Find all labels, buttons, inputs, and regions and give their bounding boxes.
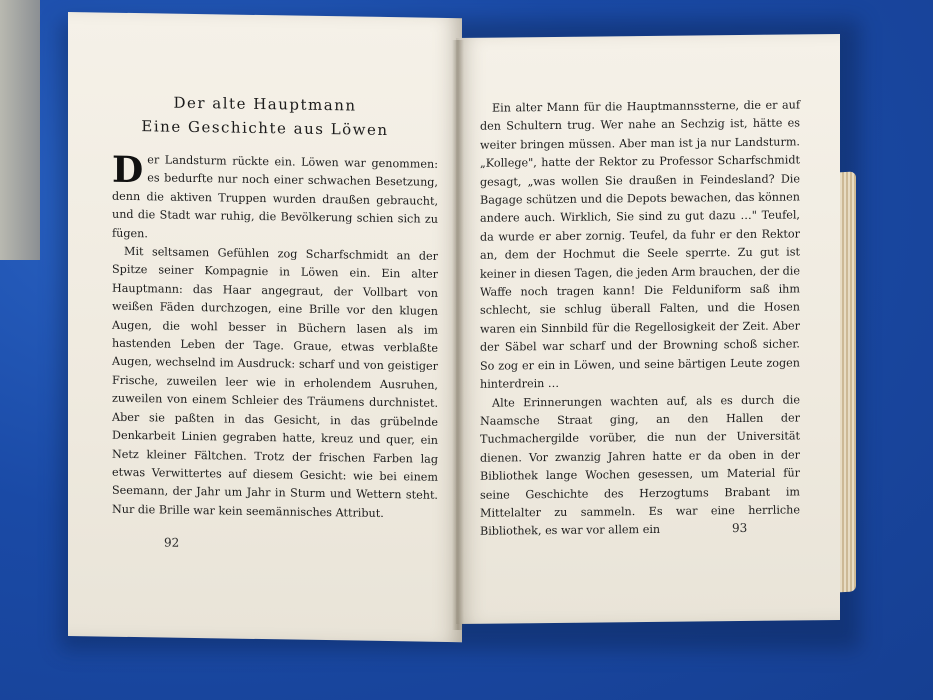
left-page-text — [112, 148, 438, 524]
right-page-text — [480, 96, 800, 541]
left-page-number: 92 — [164, 535, 180, 550]
drop-cap-initial: D — [112, 148, 144, 192]
right-paragraph-2: Alte Erinnerungen wachten auf, als es durch die Naamsche Straat ging, an den Hallen der Tuchmachergilde vorüber, die nun der Universität dienen. Vor zwanzig Jahren hatte er da oben in der Bibliothek lange Wochen gesessen, um Material für seine Geschichte des Herzogtums Brabant im Mittelalter zu sammeln. Es war eine herrliche Bibliothek, es war vor allem ein — [480, 392, 800, 539]
gray-surface-corner — [0, 0, 40, 260]
chapter-title: Der alte Hauptmann — [173, 93, 357, 115]
right-page-number: 93 — [732, 520, 748, 536]
left-paragraph-1 — [112, 148, 438, 248]
left-paragraph-2: Mit seltsamen Gefühlen zog Scharfschmidt an der Spitze seiner Kompagnie in Löwen ein. Ein alter Hauptmann: das Haar angegraut, der Vollbart von weißen Fäden durchzogen, eine Brille vor den klugen Augen, die wohl besser in Büchern lasen als im hastenden Leben der Tage. Graue, etwas verblaßte Augen, wechselnd im Ausdruck: scharf und von geistiger Frische, zuweilen leer wie in erholendem Ausruhen, zuweilen von einem Schleier des Träumens durchnistet. Aber sie paßten in das Gesicht, in das grübelnde Denkarbeit Linien gegraben hatte, kreuz und quer, ein Netz kleiner Fältchen. Trotz der frischen Farben lag etwas Verwittertes auf diesem Gesicht: wie bei einem Seemann, der Jahr um Jahr in Sturm und Wettern steht. Nur die Brille war kein seemännisches Attribut. — [112, 244, 438, 520]
left-page — [68, 12, 462, 642]
left-paragraph-1-text: er Landsturm rückte ein. Löwen war genommen: es bedurfte nur noch einer schwachen Besetzung, denn die aktiven Truppen wurden draußen gebraucht, und die Stadt war ruhig, die Bevölkerung schien sich zu fügen. — [112, 153, 438, 240]
right-paragraph-1: Ein alter Mann für die Hauptmannssterne, die er auf den Schultern trug. Wer nahe an Sechzig ist, hätte es weiter bringen müssen. Aber man ist ja nur Landsturm. „Kollege", hatte der Rektor zu Professor Scharfschmidt gesagt, „was wollen Sie draußen in Feindesland? Die Bagage schützen und die Depots bewachen, das können andere auch. Wirklich, Sie sind zu gut dazu …" Teufel, da wurde er aber zornig. Teufel, da fuhr er den Rektor an, dem der Hochmut die Seele sperrte. Zu gut ist keiner in diesen Tagen, die jeden Arm brauchen, der die Waffe noch tragen kann! Die Felduniform saß ihm schlecht, sie schlug überall Falten, und die Hosen waren ein Sinnbild für die Regellosigkeit der Zeit. Aber der Säbel war scharf und der Browning schoß sicher. So zog er ein in Löwen, und seine bärtigen Leute zogen hinterdrein … — [480, 98, 800, 391]
right-page — [456, 34, 840, 624]
book-gutter — [452, 40, 464, 630]
chapter-subtitle: Eine Geschichte aus Löwen — [141, 117, 389, 140]
